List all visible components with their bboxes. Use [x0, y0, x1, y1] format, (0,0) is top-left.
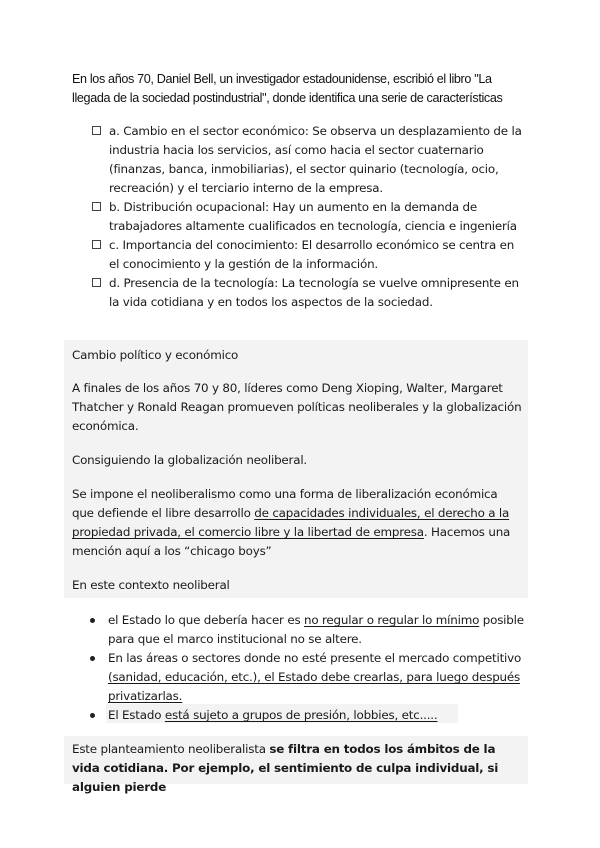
- underlined-text: está sujeto a grupos de presión, lobbies, etc.....: [164, 708, 438, 722]
- section-title: Cambio político y económico: [72, 348, 239, 362]
- intro-paragraph: En los años 70, Daniel Bell, un investigador estadounidense, escribió el libro "La llegada de la sociedad postindustrial", donde identifica una serie de características: [72, 72, 503, 105]
- underlined-text: no regular o regular lo mínimo: [304, 613, 480, 627]
- checklist-item: [92, 236, 522, 274]
- bullet-icon: [90, 618, 95, 623]
- bullet-icon: [90, 656, 95, 661]
- checklist-item: [92, 274, 522, 312]
- paragraph-neoliberalismo: [72, 485, 522, 561]
- checkbox-icon[interactable]: [92, 278, 101, 287]
- underlined-text: de capacidades individuales, el derecho a la propiedad privada, el comercio libre y la libertad de empresa: [72, 506, 510, 539]
- bullet-item: [90, 706, 530, 725]
- paragraph-finales: A finales de los años 70 y 80, líderes como Deng Xioping, Walter, Margaret Thatcher y Ronald Reagan promueven políticas neoliberales y la globalización económica.: [72, 381, 522, 433]
- checklist-item: [92, 198, 522, 236]
- bullet-item: [90, 649, 530, 706]
- checklist-item-text: a. Cambio en el sector económico: Se observa un desplazamiento de la industria hacia los servicios, así como hacia el sector cuaternario (finanzas, banca, inmobiliarias), el sector quinario (tecnología, ocio, recreación) y el terciario interno de la empresa.: [109, 124, 522, 195]
- bullet-icon: [90, 713, 95, 718]
- checkbox-icon[interactable]: [92, 202, 101, 211]
- checklist-item-text: b. Distribución ocupacional: Hay un aumento en la demanda de trabajadores altamente cualificados en tecnología, ciencia e ingeniería: [109, 200, 517, 233]
- underlined-text: (sanidad, educación, etc.), el Estado debe crearlas, para luego después privatizarlas.: [108, 670, 520, 703]
- neoliberal-bullet-list: [90, 611, 530, 725]
- checklist-item: [92, 122, 522, 198]
- checklist-item-text: d. Presencia de la tecnología: La tecnología se vuelve omnipresente en la vida cotidiana y en todos los aspectos de la sociedad.: [109, 276, 519, 309]
- checkbox-icon[interactable]: [92, 240, 101, 249]
- paragraph-contexto: En este contexto neoliberal: [72, 578, 230, 592]
- text-span: En las áreas o sectores donde no esté presente el mercado competitivo: [108, 651, 522, 665]
- text-span: el Estado lo que debería hacer es: [108, 613, 305, 627]
- paragraph-consiguiendo: Consiguiendo la globalización neoliberal.: [72, 453, 308, 467]
- checklist-item-text: c. Importancia del conocimiento: El desarrollo económico se centra en el conocimiento y la gestión de la información.: [109, 238, 515, 271]
- bold-text: se filtra en todos los ámbitos de la vida cotidiana. Por ejemplo, el sentimiento de culpa individual, si alguien pierde: [72, 742, 499, 794]
- text-span: posible para que el marco institucional no se altere.: [108, 613, 524, 646]
- checkbox-icon[interactable]: [92, 126, 101, 135]
- text-span: Se impone el neoliberalismo como una forma de liberalización económica que defiende el libre desarrollo: [72, 487, 498, 520]
- characteristics-checklist: [92, 122, 522, 312]
- bullet-item: [90, 611, 530, 649]
- text-span: Este planteamiento neoliberalista: [72, 742, 270, 756]
- paragraph-planteamiento: [72, 740, 524, 797]
- text-span: El Estado: [108, 708, 165, 722]
- text-span: . Hacemos una mención aquí a los “chicago boys”: [72, 525, 511, 558]
